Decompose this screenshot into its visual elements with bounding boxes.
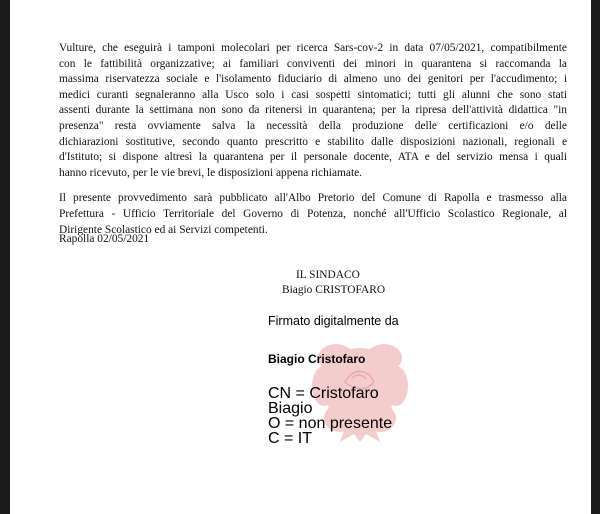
mayor-name: Biagio CRISTOFARO xyxy=(282,284,386,296)
text-line: Prefettura - Ufficio Territoriale del Governo di Potenza, nonché all'Ufficio Scolastico Regionale, al xyxy=(59,207,567,220)
mayor-signature-block xyxy=(282,268,385,298)
document-body xyxy=(59,41,567,248)
cert-org: O = non presente xyxy=(268,415,393,432)
paragraph-publication xyxy=(59,191,567,238)
place-date: Rapolla 02/05/2021 xyxy=(59,233,150,245)
cert-cn-cont: Biagio xyxy=(268,400,313,417)
text-line: hanno ricevuto, per le vie brevi, le disposizioni appena richiamate. xyxy=(59,166,363,179)
paragraph-quarantine xyxy=(59,41,567,181)
signer-name: Biagio Cristofaro xyxy=(268,352,366,366)
digital-signature-block xyxy=(268,314,399,447)
text-line: assenti durante la settimana non sono da ritenersi in quarantena; per la ripresa dell'attività didattica "in xyxy=(59,104,567,117)
text-line: medici curanti segnaleranno alla Usco solo i casi sospetti sintomatici; tutti gli alunni che sono stati xyxy=(59,88,567,101)
document-page xyxy=(10,0,591,514)
cert-cn: CN = Cristofaro xyxy=(268,385,379,402)
mayor-title: IL SINDACO xyxy=(296,269,360,281)
text-line: d'Istituto; si dispone altresì la quarantena per il personale docente, ATA e del servizio mensa i quali xyxy=(59,151,567,164)
text-line: Dirigente Scolastico ed ai Servizi competenti. xyxy=(59,223,268,236)
text-line: con le fattibilità organizzative; ai familiari conviventi dei minori in quarantena si raccomanda la xyxy=(59,57,567,70)
text-line: presenza" resta ovviamente salva la necessità della produzione delle certificazioni e/o delle xyxy=(59,119,567,132)
cert-country: C = IT xyxy=(268,430,313,447)
signed-label: Firmato digitalmente da xyxy=(268,314,399,328)
text-line: Vulture, che eseguirà i tamponi molecolari per ricerca Sars-cov-2 in data 07/05/2021, compatibilmente xyxy=(59,42,567,54)
certificate-details xyxy=(268,386,392,446)
text-line: dichiarazioni sostitutive, secondo quanto prescritto e stabilito dalle disposizioni nazionali, regionali e xyxy=(59,135,567,148)
text-line: Il presente provvedimento sarà pubblicato all'Albo Pretorio del Comune di Rapolla e trasmesso alla xyxy=(59,192,567,205)
text-line: massima riservatezza sociale e l'isolamento fiduciario di almeno uno dei genitori per l'accudimento; i xyxy=(59,73,567,86)
